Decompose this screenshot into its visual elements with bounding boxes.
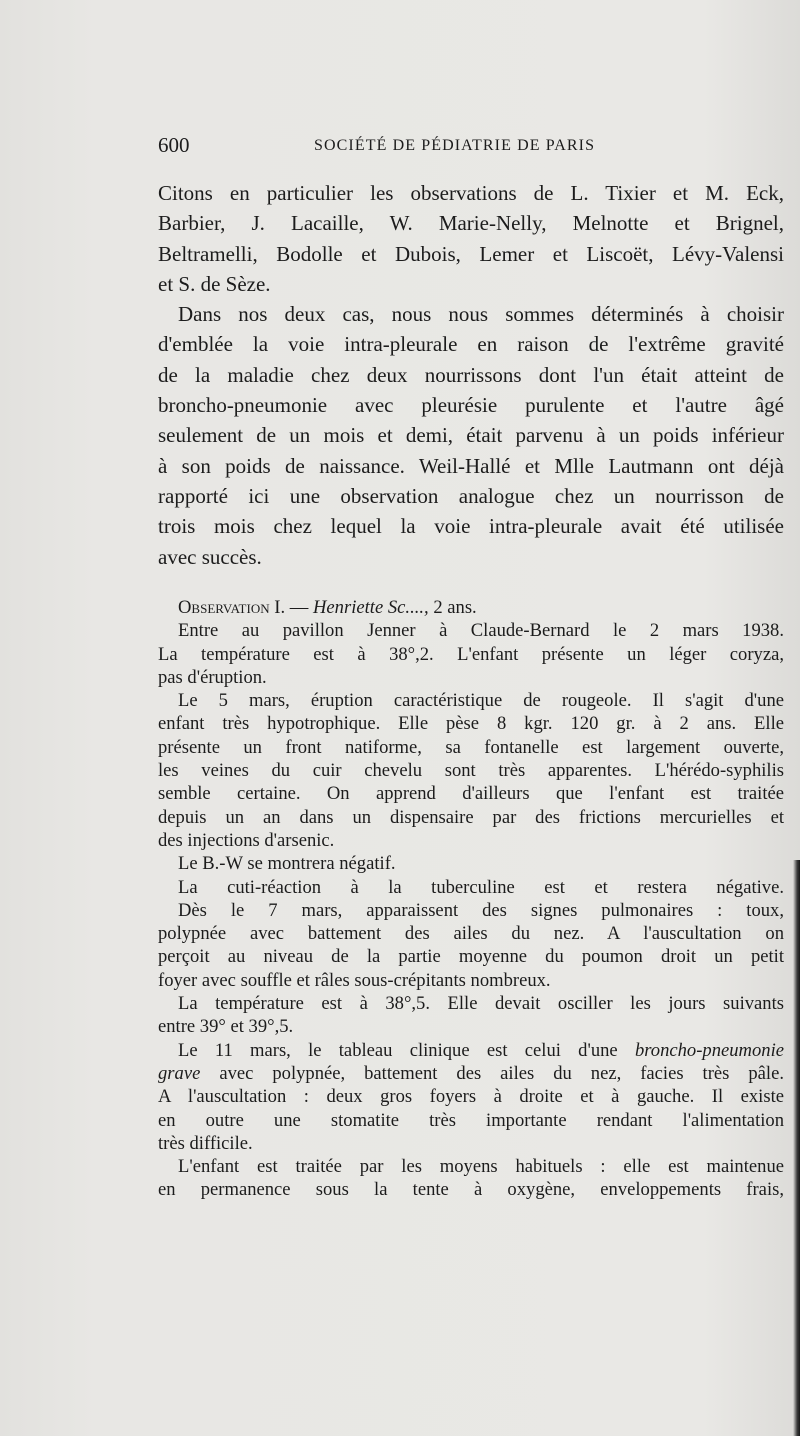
patient-age: 2 ans. <box>428 597 477 618</box>
text-line: présente un front natiforme, sa fontanelle est largement ouverte, <box>158 736 784 758</box>
text-line: semble certaine. On apprend d'ailleurs que l'enfant est traitée <box>158 783 784 805</box>
text-line: trois mois chez lequel la voie intra-pleurale avait été utilisée <box>158 514 784 539</box>
text-line: pas d'éruption. <box>158 666 267 688</box>
text-line: et S. de Sèze. <box>158 271 271 296</box>
text-line <box>158 1062 784 1085</box>
text-line: avec succès. <box>158 544 262 569</box>
patient-name: Henriette Sc...., <box>313 597 429 618</box>
text-line: La température est à 38°,5. Elle devait osciller les jours suivants <box>178 993 784 1015</box>
text-line: des injections d'arsenic. <box>158 829 335 851</box>
text-line: Barbier, J. Lacaille, W. Marie-Nelly, Melnotte et Brignel, <box>158 211 784 236</box>
page-number: 600 <box>158 133 190 157</box>
text-line: Le 5 mars, éruption caractéristique de rougeole. Il s'agit d'une <box>178 690 784 712</box>
intro-paragraphs <box>158 178 784 572</box>
text-line: Entre au pavillon Jenner à Claude-Bernard le 2 mars 1938. <box>178 620 784 642</box>
page-header <box>158 130 652 160</box>
text-line: perçoit au niveau de la partie moyenne du poumon droit un petit <box>158 946 784 968</box>
text-line: La cuti-réaction à la tuberculine est et restera négative. <box>178 876 784 898</box>
text-line: entre 39° et 39°,5. <box>158 1016 294 1038</box>
text-line: seulement de un mois et demi, était parvenu à un poids inférieur <box>158 423 784 448</box>
text-run: avec polypnée, battement des ailes du nez, facies très pâle. <box>200 1062 784 1084</box>
observation-label: Observation I. <box>178 597 286 618</box>
text-line: broncho-pneumonie avec pleurésie purulente et l'autre âgé <box>158 393 784 418</box>
text-line: Dès le 7 mars, apparaissent des signes pulmonaires : toux, <box>178 899 784 921</box>
text-line: depuis un an dans un dispensaire par des frictions mercurielles et <box>158 806 784 828</box>
text-line: Citons en particulier les observations de L. Tixier et M. Eck, <box>158 181 784 205</box>
text-line <box>158 1039 784 1062</box>
page-edge-shadow <box>793 860 800 1436</box>
observation-heading <box>158 596 784 619</box>
italic-term: broncho-pneumonie <box>634 1039 784 1061</box>
observation-section <box>158 596 784 1202</box>
text-line: Le B.-W se montrera négatif. <box>178 853 396 875</box>
text-line: La température est à 38°,2. L'enfant présente un léger coryza, <box>158 643 784 665</box>
text-line: de la maladie chez deux nourrissons dont l'un était atteint de <box>158 362 784 387</box>
text-line: d'emblée la voie intra-pleurale en raison de l'extrême gravité <box>158 332 784 357</box>
running-head: SOCIÉTÉ DE PÉDIATRIE DE PARIS <box>314 137 596 154</box>
text-line: en permanence sous la tente à oxygène, enveloppements frais, <box>158 1179 784 1201</box>
text-line: Dans nos deux cas, nous nous sommes déterminés à choisir <box>178 302 784 327</box>
text-line: A l'auscultation : deux gros foyers à droite et à gauche. Il existe <box>158 1086 784 1108</box>
text-line: rapporté ici une observation analogue chez un nourrisson de <box>158 483 784 508</box>
text-line: en outre une stomatite très importante rendant l'alimentation <box>158 1109 784 1131</box>
italic-term: grave <box>158 1062 201 1084</box>
text-line: L'enfant est traitée par les moyens habituels : elle est maintenue <box>178 1156 784 1178</box>
text-line: très difficile. <box>158 1132 253 1154</box>
heading-dash: — <box>285 597 313 618</box>
text-line: Beltramelli, Bodolle et Dubois, Lemer et Liscoët, Lévy-Valensi <box>158 241 784 266</box>
text-line: foyer avec souffle et râles sous-crépitants nombreux. <box>158 969 551 991</box>
text-line: polypnée avec battement des ailes du nez. A l'auscultation on <box>158 923 784 945</box>
text-run: Le 11 mars, le tableau clinique est celui d'une <box>178 1039 635 1061</box>
text-line: enfant très hypotrophique. Elle pèse 8 kgr. 120 gr. à 2 ans. Elle <box>158 713 784 735</box>
text-line: à son poids de naissance. Weil-Hallé et Mlle Lautmann ont déjà <box>158 453 784 478</box>
text-line: les veines du cuir chevelu sont très apparentes. L'hérédo-syphilis <box>158 760 784 782</box>
